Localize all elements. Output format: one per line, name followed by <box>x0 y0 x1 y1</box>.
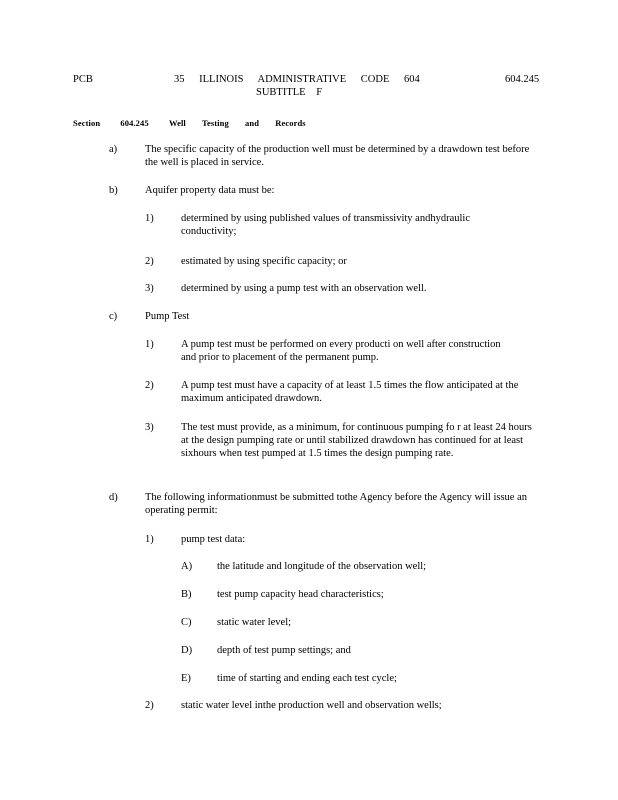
item-c2-text: A pump test must have a capacity of at least 1.5 times the flow anticipated at the maximum anticipated drawdown. <box>181 380 519 404</box>
item-d1-label: 1) <box>145 534 154 545</box>
item-a-text: The specific capacity of the production well must be determined by a drawdown test before the well is placed in service. <box>145 144 530 168</box>
item-b1-text: determined by using published values of transmissivity andhydraulic conductivity; <box>181 213 470 237</box>
item-d1C-label: C) <box>181 617 192 628</box>
item-d-text: The following informationmust be submitted tothe Agency before the Agency will issue an operating permit: <box>145 492 528 516</box>
item-c1-label: 1) <box>145 339 154 350</box>
section-title: Well Testing and Records <box>168 118 306 128</box>
section-label: Section <box>73 118 101 128</box>
item-d1E-text: time of starting and ending each test cycle; <box>217 673 397 684</box>
item-d1B-text: test pump capacity head characteristics; <box>217 589 384 600</box>
item-b1-label: 1) <box>145 213 154 224</box>
item-b2-label: 2) <box>145 256 154 267</box>
header-code-line: 35 ILLINOIS ADMINISTRATIVE CODE 604 <box>174 74 420 85</box>
item-d1D-text: depth of test pump settings; and <box>217 645 351 656</box>
item-d1E-label: E) <box>181 673 191 684</box>
section-heading <box>73 117 324 130</box>
item-d2-text: static water level inthe production well and observation wells; <box>181 700 442 711</box>
item-d1C-text: static water level; <box>217 617 292 628</box>
item-c3-text: The test must provide, as a minimum, for continuous pumping fo r at least 24 hours at the design pumping rate or until stabilized drawdown has continued for at least sixhours when test pumped at 1.5 times the design pumping rate. <box>181 422 532 459</box>
item-b-text: Aquifer property data must be: <box>145 185 275 196</box>
item-c1-text: A pump test must be performed on every producti on well after construction and prior to placement of the permanent pump. <box>181 339 501 363</box>
item-d1D-label: D) <box>181 645 193 656</box>
item-c3-label: 3) <box>145 422 154 433</box>
item-b3-text: determined by using a pump test with an observation well. <box>181 283 427 294</box>
header-section-number: 604.245 <box>505 74 540 85</box>
item-c-text: Pump Test <box>145 311 190 322</box>
item-c-label: c) <box>109 311 118 322</box>
section-number: 604.245 <box>120 118 149 128</box>
item-d1A-label: A) <box>181 561 193 572</box>
item-a-label: a) <box>109 144 118 155</box>
item-b3-label: 3) <box>145 283 154 294</box>
header-subtitle-line: SUBTITLE F <box>256 87 323 98</box>
item-c2-label: 2) <box>145 380 154 391</box>
item-b2-text: estimated by using specific capacity; or <box>181 256 347 267</box>
header-agency: PCB <box>73 74 93 85</box>
header-code-title <box>174 73 420 99</box>
item-d-label: d) <box>109 492 118 503</box>
item-d1-text: pump test data: <box>181 534 246 545</box>
item-d2-label: 2) <box>145 700 154 711</box>
item-b-label: b) <box>109 185 118 196</box>
item-d1A-text: the latitude and longitude of the observation well; <box>217 561 427 572</box>
item-d1B-label: B) <box>181 589 192 600</box>
